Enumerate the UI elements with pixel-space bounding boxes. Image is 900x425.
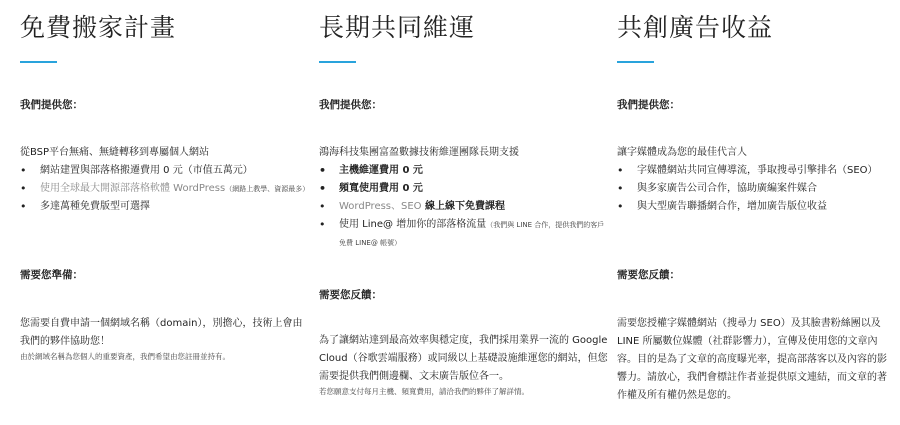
- column-title: 長期共同維運: [319, 13, 476, 42]
- prepare-note: 由於網域名稱為您個人的重要資產，我們希望由您註冊並持有。: [20, 352, 230, 361]
- feedback-text: 為了讓網站達到最高效率與穩定度，我們採用業界一流的 Google Cloud（谷歌雲端服務）或同級以上基礎設施維運您的網站，但您需要提供我們側邊欄、文末廣告版位各一。: [319, 335, 608, 382]
- feedback-heading: 需要您反饋：: [319, 289, 382, 301]
- feedback-note: 若您願意支付每月主機、頻寬費用，請洽我們的夥伴了解詳情。: [319, 387, 529, 396]
- list-item: • 網站建置與部落格搬遷費用 0 元（市值五萬元）: [20, 162, 310, 180]
- offer-heading: 我們提供您：: [319, 99, 382, 111]
- list-item: • 字媒體網站共同宣傳導流，爭取搜尋引擎排名（SEO）: [617, 162, 895, 180]
- prepare-block: [20, 315, 310, 362]
- prepare-heading: 需要您準備：: [20, 269, 83, 281]
- list-item: • 使用全球最大開源部落格軟體 WordPress（網路上教學、資源最多）: [20, 180, 310, 198]
- prepare-text: 您需要自費申請一個網域名稱（domain），別擔心，技術上會由我們的夥伴協助您！: [20, 318, 303, 347]
- column-title: 免費搬家計畫: [20, 13, 177, 42]
- feedback-heading: 需要您反饋：: [617, 269, 680, 281]
- list-item: • 頻寬使用費用 0 元: [319, 180, 609, 198]
- feedback-block: [319, 332, 609, 397]
- offer-block: [319, 144, 609, 252]
- offer-block: [20, 144, 310, 216]
- list-item: • 主機維運費用 0 元: [319, 162, 609, 180]
- offer-intro: 鴻海科技集團富盈數據技術維運團隊長期支援: [319, 147, 519, 158]
- title-accent-line: [319, 61, 356, 63]
- offer-intro: 讓字媒體成為您的最佳代言人: [617, 147, 747, 158]
- list-item: • 與大型廣告聯播網合作，增加廣告版位收益: [617, 198, 895, 216]
- list-item: • 多達萬種免費版型可選擇: [20, 198, 310, 216]
- offer-heading: 我們提供您：: [20, 99, 83, 111]
- offer-heading: 我們提供您：: [617, 99, 680, 111]
- offer-list: [319, 162, 609, 252]
- list-item: • 與多家廣告公司合作，協助廣編案件媒合: [617, 180, 895, 198]
- offer-list: [617, 162, 895, 216]
- offer-block: [617, 144, 895, 216]
- list-item: • WordPress、SEO 線上線下免費課程: [319, 198, 609, 216]
- offer-intro: 從BSP平台無痛、無縫轉移到專屬個人網站: [20, 147, 210, 158]
- offer-list: [20, 162, 310, 216]
- list-item: • 使用 Line@ 增加你的部落格流量（我們與 LINE 合作，提供我們的客戶免費 LINE@ 帳號）: [319, 216, 609, 252]
- title-accent-line: [617, 61, 654, 63]
- column-title: 共創廣告收益: [617, 13, 774, 42]
- title-accent-line: [20, 61, 57, 63]
- feedback-block: [617, 315, 895, 405]
- feedback-text: 需要您授權字媒體網站（搜尋力 SEO）及其臉書粉絲團以及 LINE 所屬數位媒體（社群影響力），宣傳及使用您的文章內容。目的是為了文章的高度曝光率，提高部落客以及內容的影響力。請放心，我們會標註作者並提供原文連結，而文章的著作權及所有權仍然是您的。: [617, 318, 887, 401]
